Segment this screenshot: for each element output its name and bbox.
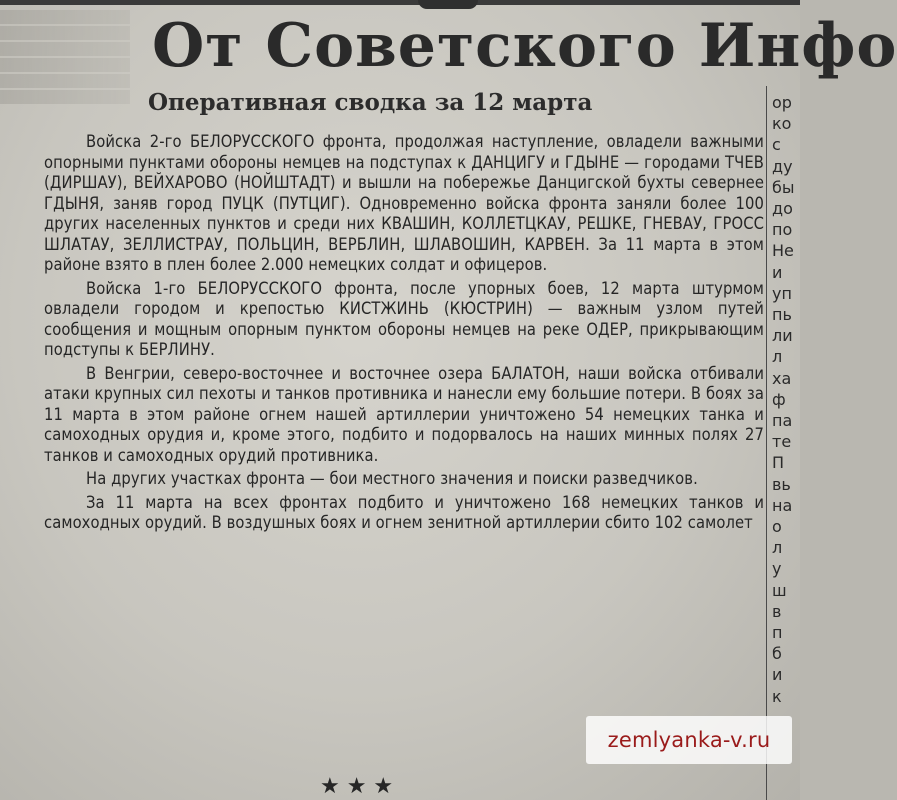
column-fragment: с bbox=[772, 135, 781, 155]
left-faded-column bbox=[0, 8, 140, 128]
column-fragment: Не bbox=[772, 241, 794, 261]
column-fragment: к bbox=[772, 686, 782, 706]
column-fragment: по bbox=[772, 220, 793, 240]
column-fragment: и bbox=[772, 262, 783, 282]
column-fragment: на bbox=[772, 495, 793, 515]
column-fragment: л bbox=[772, 347, 783, 367]
column-fragment: ко bbox=[772, 114, 792, 134]
article-body bbox=[44, 132, 764, 534]
section-separator-stars: ★ ★ ★ bbox=[320, 774, 394, 799]
newspaper-headline: От Советского Инфо bbox=[152, 11, 897, 81]
column-fragment: ха bbox=[772, 368, 792, 388]
column-fragment: вь bbox=[772, 474, 791, 494]
watermark-label bbox=[586, 716, 792, 764]
column-fragment: о bbox=[772, 517, 782, 537]
column-fragment: ф bbox=[772, 389, 786, 409]
column-fragment: ор bbox=[772, 93, 792, 112]
column-fragment: в bbox=[772, 601, 782, 621]
column-fragment: уп bbox=[772, 283, 792, 303]
article-paragraph: За 11 марта на всех фронтах подбито и уничтожено 168 немецких танков и самоходных орудий. В воздушных боях и огнем зенитной артиллерии сбито 102 самолет bbox=[44, 492, 764, 532]
column-fragment: до bbox=[772, 199, 793, 219]
column-fragment: у bbox=[772, 559, 782, 579]
column-fragment: ш bbox=[772, 580, 787, 600]
column-fragment: П bbox=[772, 453, 785, 473]
column-fragment: те bbox=[772, 432, 792, 452]
article-paragraph: На других участках фронта — бои местного значения и поиски разведчиков. bbox=[86, 469, 698, 488]
article-paragraph: В Венгрии, северо-восточнее и восточнее озера БАЛАТОН, наши войска отбивали атаки крупных сил пехоты и танков противника и нанесли ему большие потери. В боях за 11 марта в этом районе огнем нашей артиллерии уничтожено 54 немецких танка и самоходных орудия и, кроме этого, подбито и подорвалось на наших минных полях 27 танков и самоходных орудий противника. bbox=[44, 363, 764, 465]
watermark-text: zemlyanka-v.ru bbox=[607, 728, 771, 752]
column-fragment: ли bbox=[772, 326, 793, 346]
column-divider bbox=[766, 86, 767, 800]
article-paragraph: Войска 2-го БЕЛОРУССКОГО фронта, продолжая наступление, овладели важными опорными пунктами обороны немцев на подступах к ДАНЦИГУ и ГДЫНЕ — городами ТЧЕВ (ДИРШАУ), ВЕЙХАРОВО (НОЙШТАДТ) и вышли на побережье Данцигской бухты севернее ГДЫНЯ, заняв город ПУЦК (ПУТЦИГ). Одновременно войска фронта заняли более 100 других населенных пунктов и среди них КВАШИН, КОЛЛЕТЦКАУ, РЕШКЕ, ГНЕВАУ, ГРОСС ШЛАТАУ, ЗЕЛЛИСТРАУ, ПОЛЬЦИН, ВЕРБЛИН, ШЛАВОШИН, КАРВЕН. За 11 марта в этом районе взято в плен более 2.000 немецких солдат и офицеров. bbox=[44, 132, 764, 274]
column-fragment: б bbox=[772, 644, 782, 664]
article-paragraph: Войска 1-го БЕЛОРУССКОГО фронта, после упорных боев, 12 марта штурмом овладели городом и крепостью КИСТЖИНЬ (КЮСТРИН) — важным узлом путей сообщения и мощным опорным пунктом обороны немцев на реке ОДЕР, прикрывающим подступы к БЕРЛИНУ. bbox=[44, 278, 764, 359]
column-fragment: пь bbox=[772, 305, 792, 325]
column-fragment: п bbox=[772, 623, 783, 643]
column-fragment: ду bbox=[772, 156, 793, 176]
column-fragment: бы bbox=[772, 177, 795, 197]
adjacent-column-fragments bbox=[772, 92, 800, 800]
column-fragment: л bbox=[772, 538, 783, 558]
column-fragment: и bbox=[772, 665, 783, 685]
column-fragment: па bbox=[772, 411, 793, 431]
report-subheadline: Оперативная сводка за 12 марта bbox=[148, 89, 593, 116]
